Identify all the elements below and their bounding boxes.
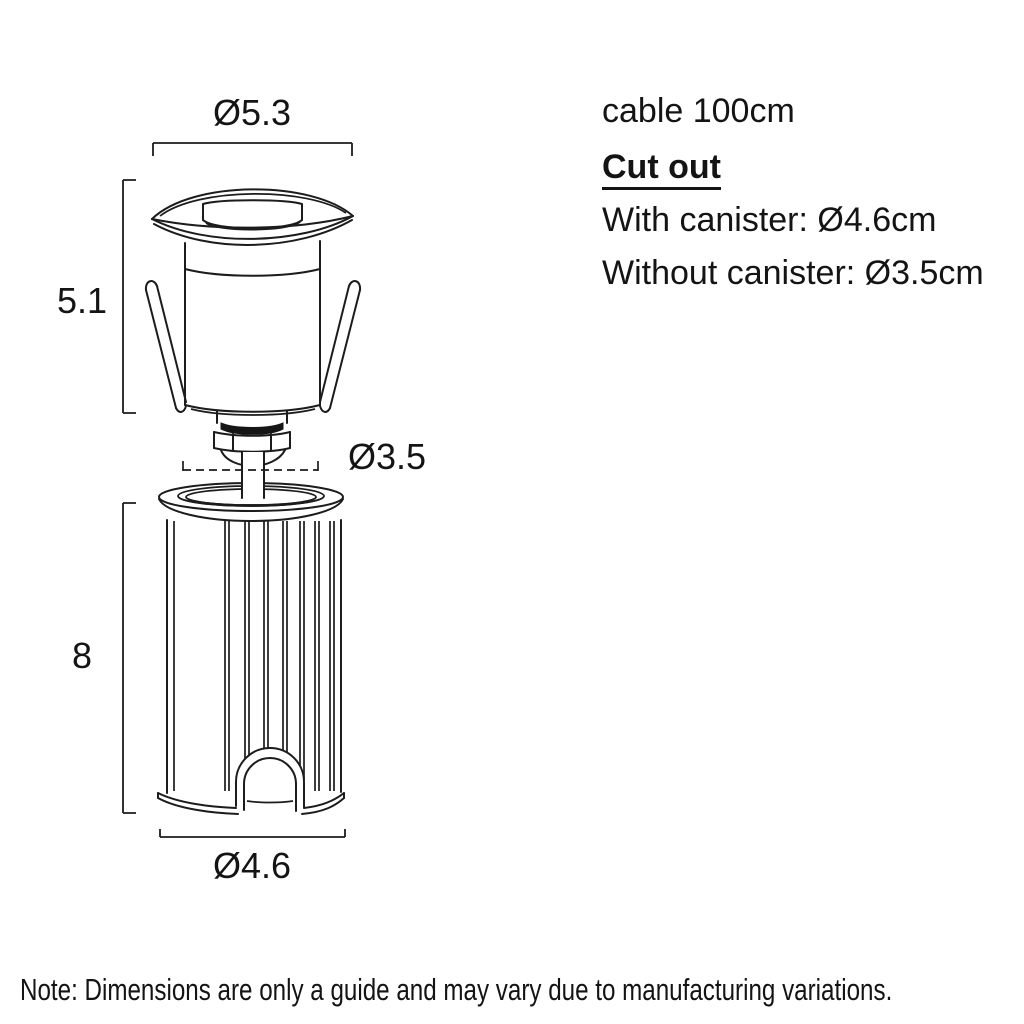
- dimension-label-connector-diameter: Ø3.5: [348, 436, 427, 477]
- spec-cutout-heading: [602, 148, 721, 190]
- dimension-label-body-height: 5.1: [56, 280, 108, 321]
- dimension-label-canister-height: 8: [71, 635, 93, 676]
- dimension-label-head-diameter: Ø5.3: [212, 92, 292, 133]
- lamp-head: [152, 189, 353, 415]
- cable-stem: [242, 452, 264, 499]
- cable-arch-cutout: [236, 748, 304, 811]
- spec-cutout-heading-text: Cut out: [602, 148, 721, 190]
- footer-note: Note: Dimensions are only a guide and may vary due to manufacturing variations.: [20, 972, 893, 1007]
- spec-cutout-without-canister: Without canister: Ø3.5cm: [602, 254, 984, 292]
- gland-seal-ring: [221, 423, 283, 434]
- spring-clips: [146, 281, 360, 412]
- spec-cutout-with-canister: With canister: Ø4.6cm: [602, 201, 937, 239]
- dimension-label-canister-diameter: Ø4.6: [212, 845, 292, 886]
- canister-ribs: [174, 521, 334, 791]
- canister: [158, 452, 344, 814]
- spec-cable-length: cable 100cm: [602, 92, 795, 130]
